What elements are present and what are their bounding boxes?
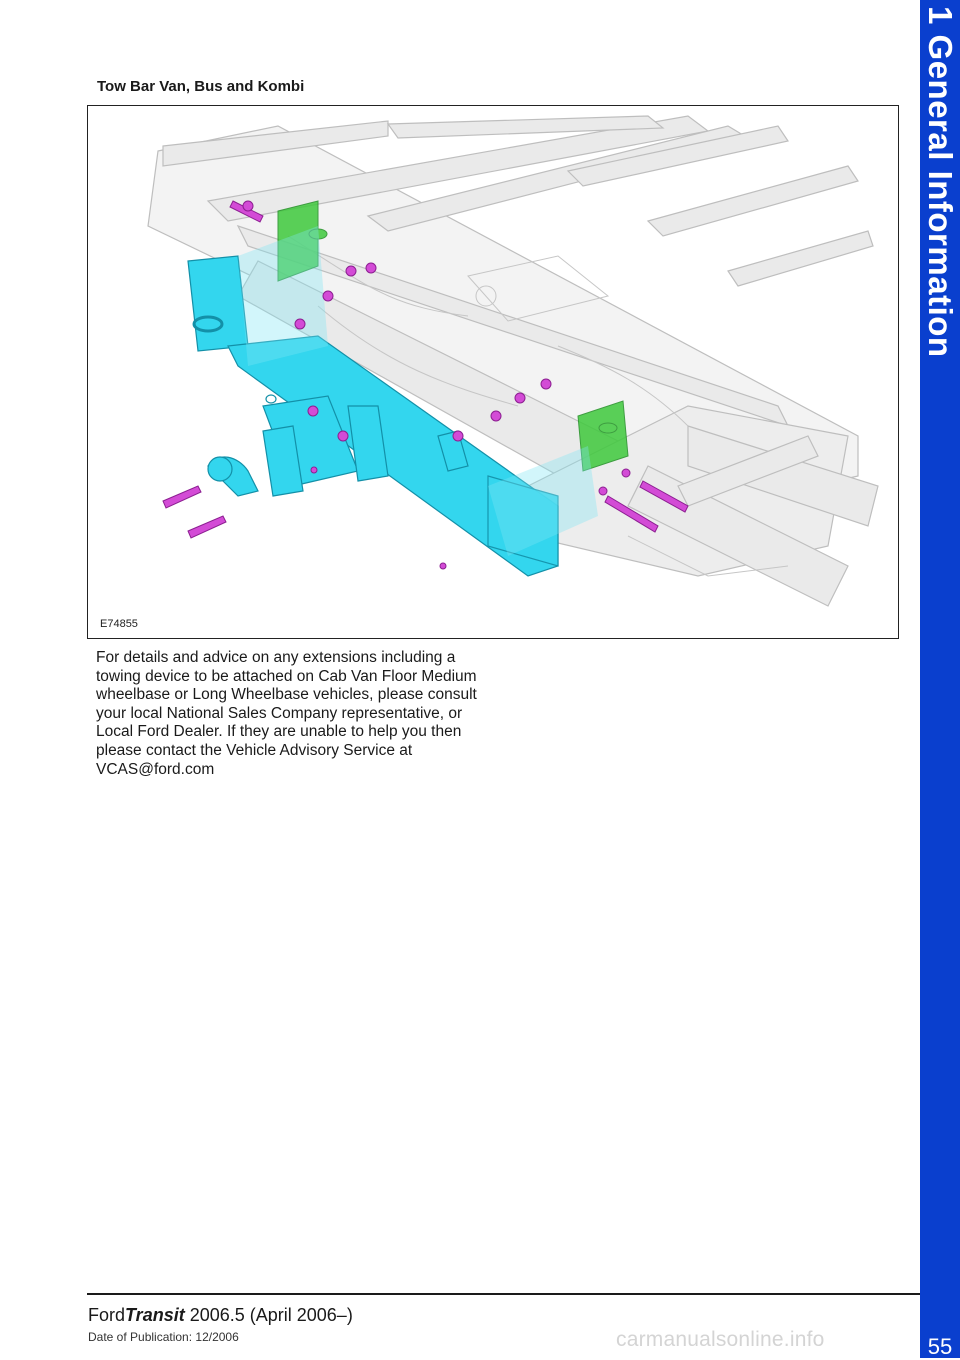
footer-brand: Ford xyxy=(88,1305,126,1325)
footer-divider xyxy=(87,1293,920,1295)
watermark: carmanualsonline.info xyxy=(616,1328,825,1351)
figure-id: E74855 xyxy=(100,618,138,630)
page-number: 55 xyxy=(927,1334,953,1359)
tow-ball xyxy=(208,426,303,496)
footer-publication-title xyxy=(88,1305,353,1326)
section-title: Tow Bar Van, Bus and Kombi xyxy=(97,78,305,95)
tow-bar-figure xyxy=(87,105,899,639)
body-paragraph: For details and advice on any extensions including a towing device to be attached on Cab Van Floor Medium wheelbase or Long Wheelbase vehicles, please consult your local National Sales Company representative, or Local Ford Dealer. If they are unable to help you then please contact the Vehicle Advisory Service at VCAS@ford.com xyxy=(96,649,477,778)
chapter-side-tab-label: 1 General Information xyxy=(922,6,959,358)
footer-model: Transit xyxy=(125,1305,185,1325)
footer-edition: 2006.5 (April 2006–) xyxy=(184,1305,353,1325)
tow-bar-illustration xyxy=(88,106,898,638)
footer-publication-date: Date of Publication: 12/2006 xyxy=(88,1330,239,1344)
